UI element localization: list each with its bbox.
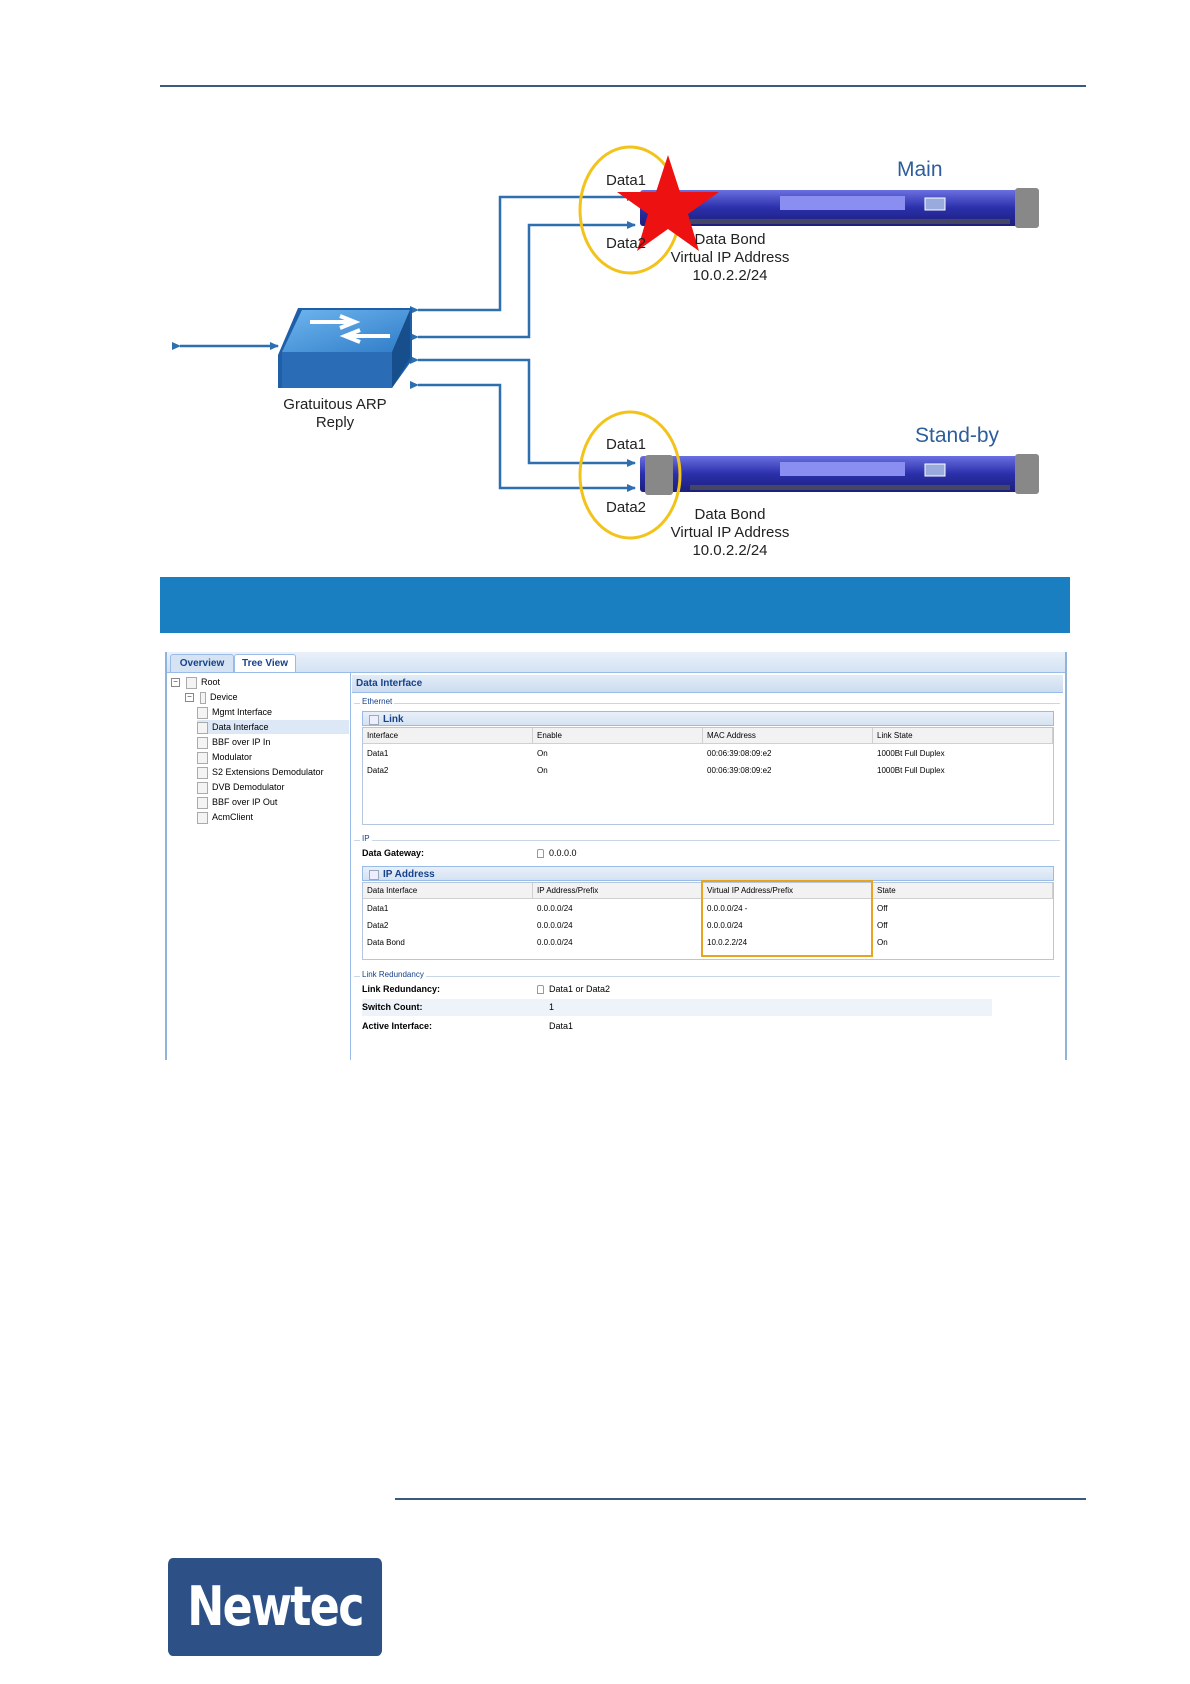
table-cell[interactable]: On	[877, 938, 888, 947]
col-header[interactable]: Virtual IP Address/Prefix	[703, 883, 873, 899]
col-header[interactable]: Data Interface	[363, 883, 533, 899]
table-cell[interactable]: On	[537, 749, 548, 758]
link-standby-data1	[418, 360, 635, 463]
tree-device[interactable]: − Device	[185, 690, 238, 704]
main-port1-label: Data1	[606, 172, 647, 189]
table-cell[interactable]: Off	[877, 904, 888, 913]
table-cell[interactable]: On	[537, 766, 548, 775]
gui-screenshot	[165, 652, 1067, 1060]
tab-tree-view[interactable]: Tree View	[234, 654, 296, 672]
link-main-data1	[418, 197, 635, 310]
table-cell[interactable]: 0.0.0.0/24	[537, 921, 573, 930]
col-header[interactable]: MAC Address	[703, 728, 873, 744]
ethernet-legend: Ethernet	[362, 697, 393, 706]
redundancy-row	[362, 981, 992, 998]
tree-item-selected[interactable]: Data Interface	[197, 720, 349, 734]
main-port2-label: Data2	[606, 235, 647, 252]
redundancy-divider	[354, 976, 1060, 977]
section-banner	[160, 577, 1070, 633]
table-cell[interactable]: 10.0.2.2/24	[707, 938, 748, 947]
table-cell[interactable]: 00:06:39:08:09:e2	[707, 749, 772, 758]
lock-icon	[537, 985, 544, 994]
newtec-logo: Newtec	[168, 1558, 382, 1656]
network-switch-icon	[278, 308, 412, 388]
table-cell[interactable]: Data1	[367, 749, 389, 758]
tree-root[interactable]: − Root	[171, 675, 220, 689]
gateway-row	[362, 845, 992, 862]
standby-port2-label: Data2	[606, 499, 647, 516]
main-bond-line3: 10.0.2.2/24	[692, 267, 768, 284]
table-cell[interactable]: 0.0.0.0/24	[537, 904, 573, 913]
redundancy-diagram	[0, 0, 1190, 570]
gateway-label: Data Gateway:	[362, 848, 425, 858]
standby-bond-line1: Data Bond	[694, 506, 766, 523]
field-value[interactable]: Data1 or Data2	[549, 984, 611, 994]
main-bond-line1: Data Bond	[694, 231, 766, 248]
table-cell[interactable]: 0.0.0.0/24 -	[707, 904, 748, 913]
standby-modulator-icon	[640, 454, 1039, 495]
standby-port1-label: Data1	[606, 436, 647, 453]
table-cell[interactable]: Data Bond	[367, 938, 405, 947]
standby-bond-line3: 10.0.2.2/24	[692, 542, 768, 559]
link-main-data2	[418, 225, 635, 337]
switch-count-row	[362, 999, 992, 1016]
col-header[interactable]: State	[873, 883, 1053, 899]
field-label: Active Interface:	[362, 1021, 433, 1031]
panel-title: Data Interface	[352, 675, 1063, 693]
device-tree	[167, 673, 351, 1060]
tree-item[interactable]: Modulator	[197, 750, 252, 764]
main-bond-line2: Virtual IP Address	[670, 249, 790, 266]
table-cell[interactable]: Data2	[367, 766, 389, 775]
standby-bond-line2: Virtual IP Address	[670, 524, 790, 541]
tree-item[interactable]: AcmClient	[197, 810, 253, 824]
field-value: 1	[549, 1002, 555, 1012]
field-value: Data1	[549, 1021, 574, 1031]
tree-item[interactable]: BBF over IP In	[197, 735, 270, 749]
col-header[interactable]: Link State	[873, 728, 1053, 744]
table-cell[interactable]: 0.0.0.0/24	[537, 938, 573, 947]
standby-title: Stand-by	[915, 424, 1000, 447]
table-cell[interactable]: 1000Bt Full Duplex	[877, 766, 945, 775]
field-label: Link Redundancy:	[362, 984, 441, 994]
ethernet-divider	[354, 703, 1060, 704]
table-cell[interactable]: 0.0.0.0/24	[707, 921, 743, 930]
detail-panel	[352, 673, 1063, 1060]
table-cell[interactable]: Off	[877, 921, 888, 930]
switch-label-line1: Gratuitous ARP	[283, 396, 387, 413]
table-cell[interactable]: 1000Bt Full Duplex	[877, 749, 945, 758]
col-header[interactable]: Enable	[533, 728, 703, 744]
gateway-value[interactable]: 0.0.0.0	[549, 848, 577, 858]
table-cell[interactable]: Data2	[367, 921, 389, 930]
col-header[interactable]: IP Address/Prefix	[533, 883, 703, 899]
lock-icon	[537, 849, 544, 858]
main-title: Main	[897, 158, 943, 181]
tree-item[interactable]: Mgmt Interface	[197, 705, 272, 719]
switch-label-line2: Reply	[315, 414, 355, 431]
virtual-ip-highlight	[701, 880, 873, 957]
table-cell[interactable]: Data1	[367, 904, 389, 913]
link-group-header[interactable]: Link	[362, 711, 1054, 726]
link-grid	[362, 727, 1054, 825]
active-interface-row	[362, 1018, 992, 1035]
redundancy-legend: Link Redundancy	[362, 970, 424, 979]
ip-address-group-header[interactable]: IP Address	[362, 866, 1054, 881]
col-header[interactable]: Interface	[363, 728, 533, 744]
link-standby-data2	[418, 385, 635, 488]
footer-rule	[395, 1498, 1086, 1500]
ip-legend: IP	[362, 834, 370, 843]
tab-overview[interactable]: Overview	[170, 654, 234, 672]
tree-item[interactable]: S2 Extensions Demodulator	[197, 765, 324, 779]
table-cell[interactable]: 00:06:39:08:09:e2	[707, 766, 772, 775]
tree-item[interactable]: BBF over IP Out	[197, 795, 277, 809]
field-label: Switch Count:	[362, 1002, 423, 1012]
tab-strip	[167, 652, 1065, 673]
ip-divider	[354, 840, 1060, 841]
tree-item[interactable]: DVB Demodulator	[197, 780, 285, 794]
